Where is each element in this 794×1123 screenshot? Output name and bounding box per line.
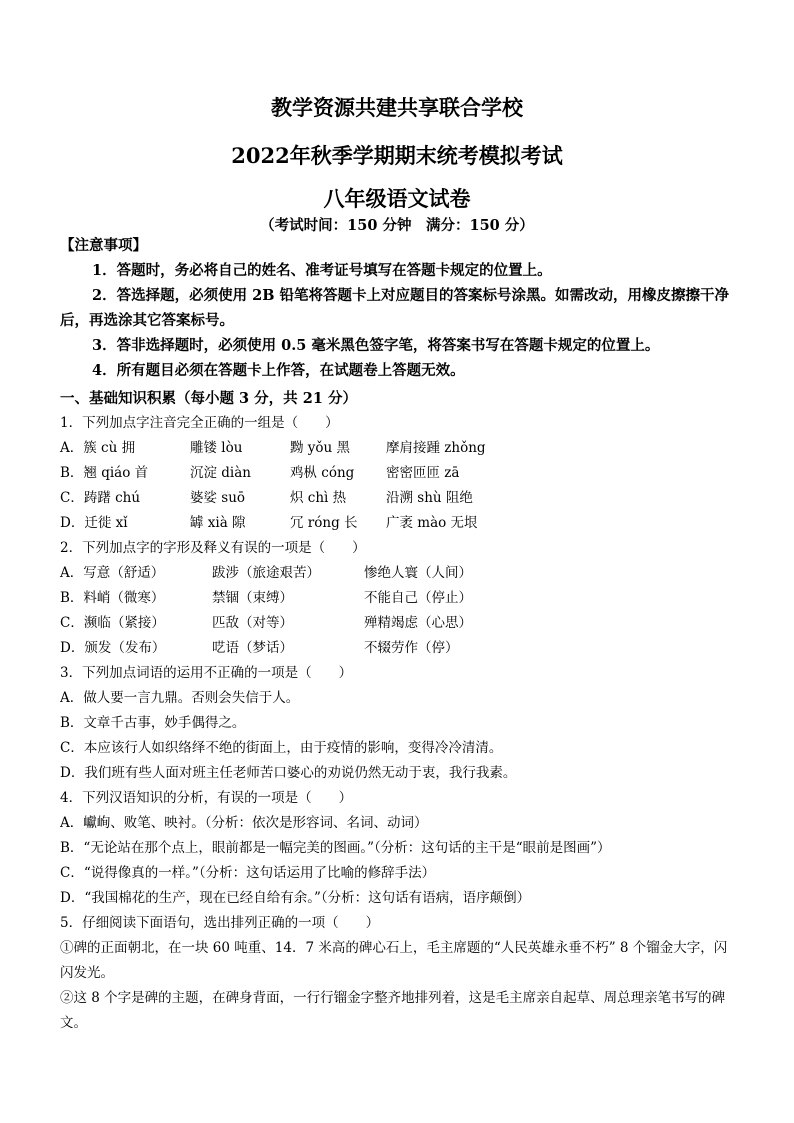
q2-d-3: 不辍劳作（停）	[364, 640, 459, 656]
q4-stem: 4．下列汉语知识的分析，有误的一项是（ ）	[60, 790, 353, 806]
q1-b-3: 鸡枞 cóng	[290, 465, 355, 481]
q2-d-1: D．颁发（发布）	[60, 640, 166, 656]
q5-stem: 5．仔细阅读下面语句，选出排列正确的一项（ ）	[60, 915, 380, 931]
paper-title: 八年级语文试卷	[323, 186, 471, 211]
q1-d-3: 冗 róng 长	[290, 515, 358, 531]
q1-a-4: 摩肩接踵 zhǒng	[386, 440, 486, 456]
q3-option-c: C．本应该行人如织络绎不绝的街面上，由于疫情的影响，变得冷冷清清。	[60, 740, 503, 756]
notice-item-2: 2．答选择题，必须使用 2B 铅笔将答题卡上对应题目的答案标号涂黑。如需改动，用橡皮擦擦干净后，再选涂其它答案标号。	[60, 287, 730, 329]
q3-option-a: A．做人要一言九鼎。否则会失信于人。	[60, 690, 300, 706]
q1-d-1: D．迁徙 xǐ	[60, 515, 128, 531]
school-title: 教学资源共建共享联合学校	[271, 95, 523, 120]
q2-stem: 2．下列加点字的字形及释义有误的一项是（ ）	[60, 540, 366, 556]
q1-c-1: C．踌躇 chú	[60, 490, 141, 506]
q1-d-4: 广袤 mào 无垠	[386, 515, 478, 531]
q2-b-1: B．料峭（微寒）	[60, 590, 165, 606]
q2-a-1: A．写意（舒适）	[60, 565, 165, 581]
q1-option-b	[60, 461, 736, 486]
q4-option-d: D．“我国棉花的生产，现在已经自给有余。”（分析：这句话有语病，语序颠倒）	[60, 890, 531, 906]
q4-option-b: B．“无论站在那个点上，眼前都是一幅完美的图画。”（分析：这句话的主干是“眼前是图画”）	[60, 840, 611, 856]
notice-item-3: 3．答非选择题时，必须使用 0.5 毫米黑色签字笔，将答案书写在答题卡规定的位置上。	[92, 337, 660, 354]
q1-c-3: 炽 chì 热	[290, 490, 347, 506]
q2-option-d	[60, 636, 736, 661]
section-1-title: 一、基础知识积累（每小题 3 分，共 21 分）	[60, 390, 357, 407]
q5-sentence-2: ②这 8 个字是碑的主题，在碑身背面，一行行镏金字整齐地排列着，这是毛主席亲自起草、周总理亲笔书写的碑文。	[60, 990, 726, 1031]
q2-c-3: 殚精竭虑（心思）	[364, 615, 472, 631]
q2-a-2: 跋涉（旅途艰苦）	[212, 565, 320, 581]
q2-a-3: 惨绝人寰（人间）	[364, 565, 472, 581]
q1-b-4: 密密匝匝 zā	[386, 465, 460, 481]
q2-d-2: 呓语（梦话）	[212, 640, 293, 656]
notice-block	[60, 233, 740, 383]
q1-option-a	[60, 436, 736, 461]
q1-option-c	[60, 486, 736, 511]
q4-option-c: C．“说得像真的一样。”（分析：这句话运用了比喻的修辞手法）	[60, 865, 436, 881]
q1-stem: 1．下列加点字注音完全正确的一组是（ ）	[60, 415, 339, 431]
q2-b-3: 不能自己（停止）	[364, 590, 472, 606]
q4-option-a: A．巘峋、败笔、映衬。（分析：依次是形容词、名词、动词）	[60, 815, 428, 831]
questions-block	[60, 386, 736, 1036]
q1-a-1: A．簇 cù 拥	[60, 440, 136, 456]
q3-option-b: B．文章千古事，妙手偶得之。	[60, 715, 246, 731]
q2-option-b	[60, 586, 736, 611]
q3-option-d: D．我们班有些人面对班主任老师苦口婆心的劝说仍然无动于衷，我行我素。	[60, 765, 517, 781]
notice-title: 【注意事项】	[60, 237, 147, 254]
q2-b-2: 禁锢（束缚）	[212, 590, 293, 606]
notice-item-1: 1．答题时，务必将自己的姓名、准考证号填写在答题卡规定的位置上。	[92, 262, 552, 279]
q2-option-a	[60, 561, 736, 586]
notice-item-4: 4．所有题目必须在答题卡上作答，在试题卷上答题无效。	[92, 362, 465, 379]
exam-info: （考试时间：150 分钟 满分：150 分）	[260, 217, 534, 234]
q1-b-1: B．翘 qiáo 首	[60, 465, 149, 481]
q2-option-c	[60, 611, 736, 636]
q1-a-3: 黝 yǒu 黑	[290, 440, 351, 456]
q1-option-d	[60, 511, 736, 536]
exam-title: 2022年秋季学期期末统考模拟考试	[231, 143, 563, 168]
q3-stem: 3．下列加点词语的运用不正确的一项是（ ）	[60, 665, 353, 681]
q1-d-2: 罅 xià 隙	[190, 515, 246, 531]
q1-c-2: 婆娑 suō	[190, 490, 246, 506]
q1-c-4: 沿溯 shù 阻绝	[386, 490, 473, 506]
q1-b-2: 沉淀 diàn	[190, 465, 251, 481]
q2-c-1: C．濒临（紧接）	[60, 615, 165, 631]
q5-sentence-1: ①碑的正面朝北，在一块 60 吨重、14．7 米高的碑心石上，毛主席题的“人民英雄永垂不朽” 8 个镏金大字，闪闪发光。	[60, 940, 728, 981]
q2-c-2: 匹敌（对等）	[212, 615, 293, 631]
q1-a-2: 雕镂 lòu	[190, 440, 243, 456]
